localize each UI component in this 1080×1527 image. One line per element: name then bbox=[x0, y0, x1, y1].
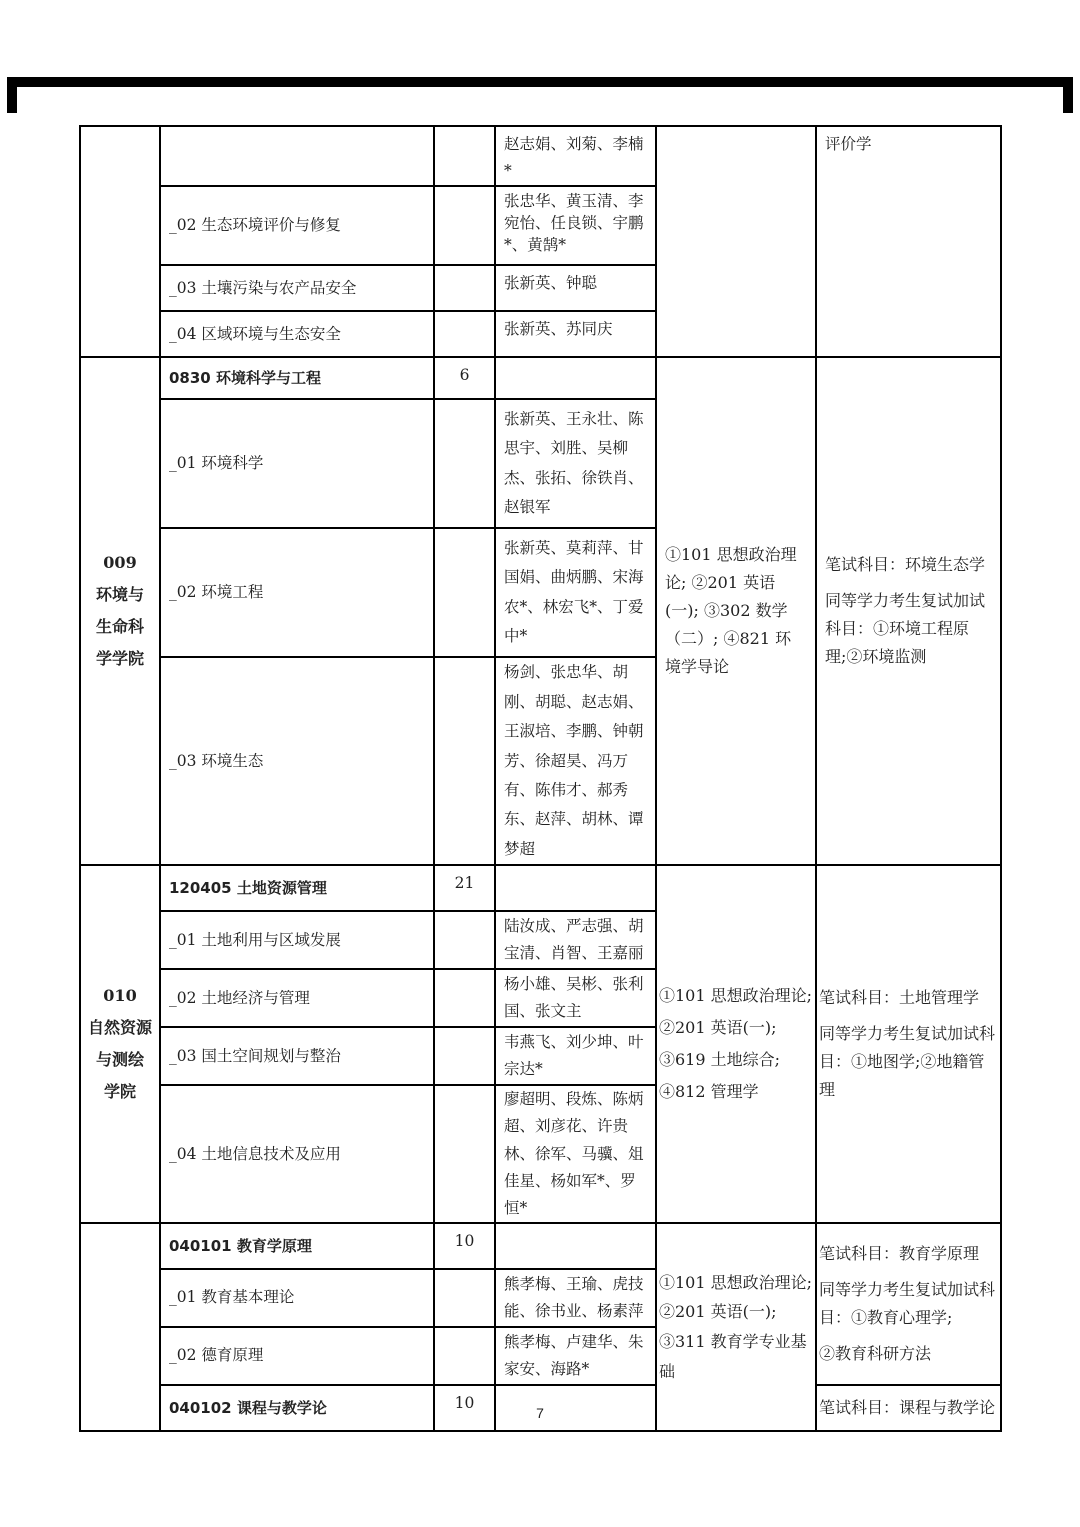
count-cell bbox=[434, 311, 495, 357]
program-title: 0830 环境科学与工程 bbox=[160, 357, 434, 399]
advisors bbox=[495, 1223, 656, 1269]
dept-cell-010 bbox=[80, 865, 160, 1223]
program-title: 040102 课程与教学论 bbox=[160, 1385, 434, 1431]
header-rule-left-tick bbox=[7, 77, 17, 113]
dept-name-line: 学院 bbox=[103, 1082, 136, 1102]
count-cell bbox=[434, 657, 495, 865]
written-exam: 笔试科目：土地管理学 bbox=[819, 988, 980, 1008]
enrollment-count: 10 bbox=[434, 1385, 495, 1431]
advisors: 张忠华、黄玉清、李宛怡、任良锁、宇鹏*、黄鹄* bbox=[495, 186, 656, 265]
advisors: 熊孝梅、卢建华、朱家安、海路* bbox=[495, 1327, 656, 1385]
sub-direction: _02 环境工程 bbox=[160, 528, 434, 657]
equivalent-exam: 同等学力考生复试加试科目：①环境工程原理;②环境监测 bbox=[825, 591, 986, 667]
sub-direction: _02 土地经济与管理 bbox=[160, 969, 434, 1027]
remarks: 评价学 bbox=[816, 126, 1001, 357]
advisors: 陆汝成、严志强、胡宝清、肖智、王嘉丽 bbox=[495, 911, 656, 969]
sub-direction: _01 教育基本理论 bbox=[160, 1269, 434, 1327]
dept-name-line: 与测绘 bbox=[95, 1050, 144, 1070]
count-cell bbox=[434, 1269, 495, 1327]
exam-subjects bbox=[656, 126, 816, 357]
advisors: 杨小雄、吴彬、张利国、张文主 bbox=[495, 969, 656, 1027]
enrollment-count: 6 bbox=[434, 357, 495, 399]
exam-subjects: ①101 思想政治理论; ②201 英语(一); ③311 教育学专业基础 bbox=[656, 1223, 816, 1431]
count-cell bbox=[434, 126, 495, 186]
dept-cell-009 bbox=[80, 357, 160, 865]
header-rule bbox=[7, 77, 1073, 87]
advisors: 廖超明、段炼、陈炳超、刘彦花、许贵林、徐军、马骥、俎佳星、杨如军*、罗恒* bbox=[495, 1085, 656, 1223]
remarks bbox=[816, 865, 1001, 1223]
dept-code: 010 bbox=[103, 986, 137, 1006]
sub-direction: _01 土地利用与区域发展 bbox=[160, 911, 434, 969]
equivalent-exam: 同等学力考生复试加试科目：①教育心理学; bbox=[819, 1279, 996, 1327]
advisors: 张新英、苏同庆 bbox=[495, 311, 656, 357]
sub-direction: _02 德育原理 bbox=[160, 1327, 434, 1385]
advisors: 张新英、钟聪 bbox=[495, 265, 656, 311]
dept-name-line: 环境与 bbox=[95, 585, 144, 605]
exam-subjects: ①101 思想政治理论; ②201 英语(一); ③619 土地综合; ④812 管理学 bbox=[656, 865, 816, 1223]
sub-direction: _04 区域环境与生态安全 bbox=[160, 311, 434, 357]
written-exam: 笔试科目：教育学原理 bbox=[819, 1243, 980, 1263]
advisors: 熊孝梅、王瑜、虎技能、徐书业、杨素萍 bbox=[495, 1269, 656, 1327]
advisors bbox=[495, 865, 656, 911]
program-title: 120405 土地资源管理 bbox=[160, 865, 434, 911]
count-cell bbox=[434, 969, 495, 1027]
count-cell bbox=[434, 911, 495, 969]
advisors: 张新英、王永壮、陈思宇、刘胜、吴柳杰、张拓、徐铁肖、赵银军 bbox=[495, 399, 656, 528]
enrollment-count: 10 bbox=[434, 1223, 495, 1269]
remarks bbox=[816, 1223, 1001, 1385]
count-cell bbox=[434, 528, 495, 657]
sub-direction: _01 环境科学 bbox=[160, 399, 434, 528]
sub-direction: _03 土壤污染与农产品安全 bbox=[160, 265, 434, 311]
count-cell bbox=[434, 1027, 495, 1085]
dept-name-line: 自然资源 bbox=[87, 1018, 152, 1038]
count-cell bbox=[434, 399, 495, 528]
dept-code: 009 bbox=[103, 553, 137, 573]
count-cell bbox=[434, 1085, 495, 1223]
admissions-table bbox=[79, 125, 1002, 1432]
sub-direction bbox=[160, 126, 434, 186]
count-cell bbox=[434, 186, 495, 265]
count-cell bbox=[434, 1327, 495, 1385]
header-rule-right-tick bbox=[1063, 77, 1073, 113]
equivalent-exam: 同等学力考生复试加试科目：①地图学;②地籍管理 bbox=[819, 1024, 996, 1100]
page-number: 7 bbox=[536, 1405, 544, 1421]
dept-cell bbox=[80, 126, 160, 357]
sub-direction: _02 生态环境评价与修复 bbox=[160, 186, 434, 265]
enrollment-count: 21 bbox=[434, 865, 495, 911]
program-title: 040101 教育学原理 bbox=[160, 1223, 434, 1269]
sub-direction: _03 国土空间规划与整治 bbox=[160, 1027, 434, 1085]
sub-direction: _03 环境生态 bbox=[160, 657, 434, 865]
dept-name-line: 生命科 bbox=[95, 617, 144, 637]
sub-direction: _04 土地信息技术及应用 bbox=[160, 1085, 434, 1223]
advisors: 韦燕飞、刘少坤、叶宗达* bbox=[495, 1027, 656, 1085]
exam-subjects: ①101 思想政治理论; ②201 英语(一); ③302 数学（二）; ④821 环境学导论 bbox=[656, 357, 816, 865]
advisors: 赵志娟、刘菊、李楠* bbox=[495, 126, 656, 186]
count-cell bbox=[434, 265, 495, 311]
advisors: 杨剑、张忠华、胡刚、胡聪、赵志娟、王淑培、李鹏、钟朝芳、徐超昊、冯万有、陈伟才、郝秀东、赵萍、胡林、谭梦超 bbox=[495, 657, 656, 865]
remarks: 笔试科目：课程与教学论 bbox=[816, 1385, 1001, 1431]
remarks bbox=[816, 357, 1001, 865]
advisors bbox=[495, 357, 656, 399]
dept-name-line: 学学院 bbox=[95, 649, 144, 669]
written-exam: 笔试科目：环境生态学 bbox=[825, 555, 986, 575]
advisors: 张新英、莫莉萍、甘国娟、曲炳鹏、宋海农*、林宏飞*、丁爱中* bbox=[495, 528, 656, 657]
dept-cell bbox=[80, 1223, 160, 1431]
equivalent-exam-2: ②教育科研方法 bbox=[819, 1343, 932, 1363]
